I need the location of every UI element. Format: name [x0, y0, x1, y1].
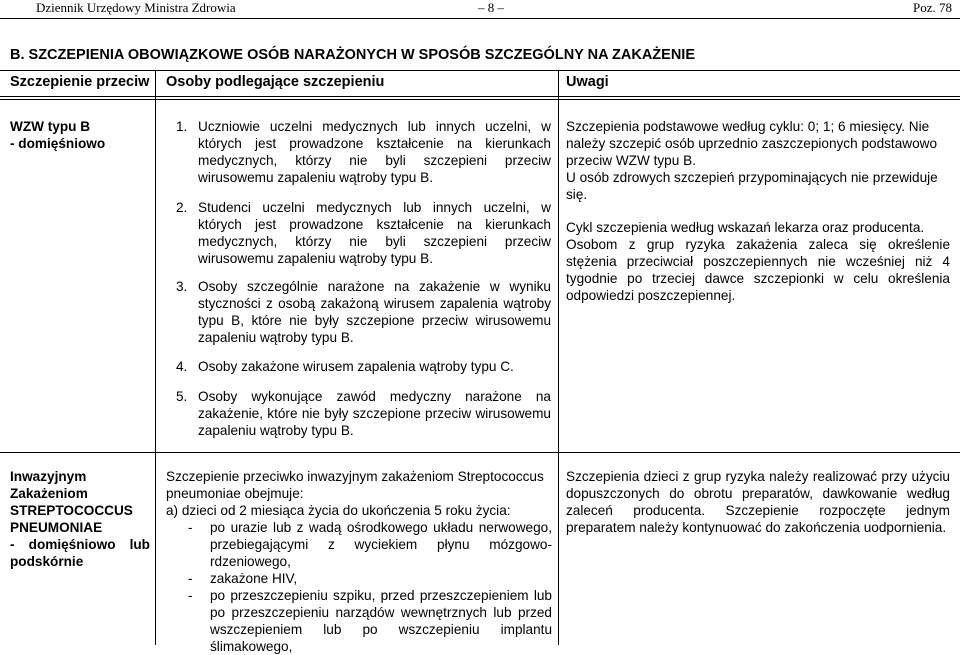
row2-point-a: a) dzieci od 2 miesiąca życia do ukończenia 5 roku życia: [166, 503, 511, 518]
item-number: 3. [176, 279, 188, 294]
row1-notes-risk-groups: Osobom z grup ryzyka zakażenia zaleca się określenie stężenia przeciwciał poszczepiennych nie wcześniej niż 4 tygodnie po trzeciej dawce szczepionki w celu określenia odpowiedzi poszczepiennej. [566, 237, 950, 303]
row1-notes-booster: U osób zdrowych szczepień przypominających nie przewiduje się. [566, 170, 938, 202]
row1-notes-cycle: Cykl szczepienia według wskazań lekarza oraz producenta. [566, 220, 925, 235]
row2-dash-item-2 [188, 570, 552, 587]
row2-dash-item-1 [188, 519, 552, 570]
column-divider-1 [155, 70, 156, 645]
row2-disease-line: Inwazyjnym [10, 469, 87, 484]
item-text: Studenci uczelni medycznych lub innych uczelni, w których jest prowadzone kształcenie na kierunkach medycznych, którzy nie byli szczepieni przeciw wirusowemu zapaleniu wątroby typu B. [198, 200, 551, 266]
dash-item-text: zakażone HIV, [210, 571, 298, 586]
item-text: Osoby szczególnie narażone na zakażenie w wyniku styczności z osobą zakażoną wirusem zapalenia wątroby typu B, które nie były szczepione przeciw wirusowemu zapaleniu wątroby typu B. [198, 279, 551, 345]
row1-item-1 [176, 118, 551, 186]
item-text: Uczniowie uczelni medycznych lub innych uczelni, w których jest prowadzone kształcenie na kierunkach medycznych, którzy nie byli szczepieni przeciw wirusowemu zapaleniu wątroby typu B. [198, 119, 551, 185]
header-row-border [0, 96, 960, 97]
row1-item-5 [176, 388, 551, 439]
row2-disease [10, 468, 150, 570]
row2-disease-line: STREPTOCOCCUS [10, 503, 133, 518]
row2-intro: Szczepienie przeciwko inwazyjnym zakażeniom Streptococcus pneumoniae obejmuje: [166, 469, 544, 501]
section-title: B. SZCZEPIENIA OBOWIĄZKOWE OSÓB NARAŻONYCH W SPOSÓB SZCZEGÓLNY NA ZAKAŻENIE [10, 47, 696, 63]
dash-marker: - [188, 571, 193, 586]
item-number: 4. [176, 359, 188, 374]
row2-route: - domięśniowo lub podskórnie [10, 537, 150, 569]
row2-disease-line: Zakażeniom [10, 486, 88, 501]
item-text: Osoby zakażone wirusem zapalenia wątroby typu C. [198, 359, 514, 374]
page-number: – 8 – [478, 0, 504, 15]
row1-notes [566, 118, 950, 304]
item-number: 1. [176, 119, 188, 134]
column-header-persons: Osoby podlegające szczepieniu [166, 74, 385, 90]
row1-route: - domięśniowo [10, 136, 106, 151]
item-number: 5. [176, 389, 188, 404]
row1-item-3 [176, 278, 551, 346]
row-divider [0, 452, 960, 453]
row1-item-4 [176, 358, 551, 375]
row2-notes: Szczepienia dzieci z grup ryzyka należy realizować przy użyciu dopuszczonych do obrotu preparatów, dawkowanie według zaleceń producenta. Szczepienie rozpoczęte jednym preparatem należy kontynuować do zakończenia uodpornienia. [566, 469, 950, 535]
dash-item-text: po przeszczepieniu szpiku, przed przeszczepieniem lub po przeszczepieniu narządów wewnętrznych lub przed wszczepieniem lub po wszczepieniu implantu ślimakowego, [210, 588, 552, 654]
column-header-notes: Uwagi [566, 74, 609, 90]
row1-disease-name: WZW typu B [10, 119, 91, 134]
dash-item-text: po urazie lub z wadą ośrodkowego układu nerwowego, przebiegającymi z wyciekiem płynu mózgowo-rdzeniowego, [210, 520, 552, 569]
dash-marker: - [188, 588, 193, 603]
row1-notes-schedule: Szczepienia podstawowe według cyklu: 0; 1; 6 miesięcy. Nie należy szczepić osób uprzednio zaszczepionych podstawowo przeciw WZW typu B. [566, 119, 938, 168]
header-row-border-double [0, 99, 960, 100]
position-number: Poz. 78 [913, 0, 952, 15]
item-number: 2. [176, 200, 188, 215]
item-text: Osoby wykonujące zawód medyczny narażone na zakażenie, które nie były szczepione przeciw wirusowemu zapaleniu wątroby typu B. [198, 389, 551, 438]
row1-item-2 [176, 199, 551, 267]
row2-persons [166, 468, 552, 519]
header-rule [0, 18, 960, 19]
column-header-vaccine: Szczepienie przeciw [10, 74, 150, 90]
row2-disease-line: PNEUMONIAE [10, 520, 103, 535]
journal-title: Dziennik Urzędowy Ministra Zdrowia [36, 0, 236, 15]
dash-marker: - [188, 520, 193, 535]
table-top-border [0, 70, 960, 71]
column-divider-2 [558, 70, 559, 645]
